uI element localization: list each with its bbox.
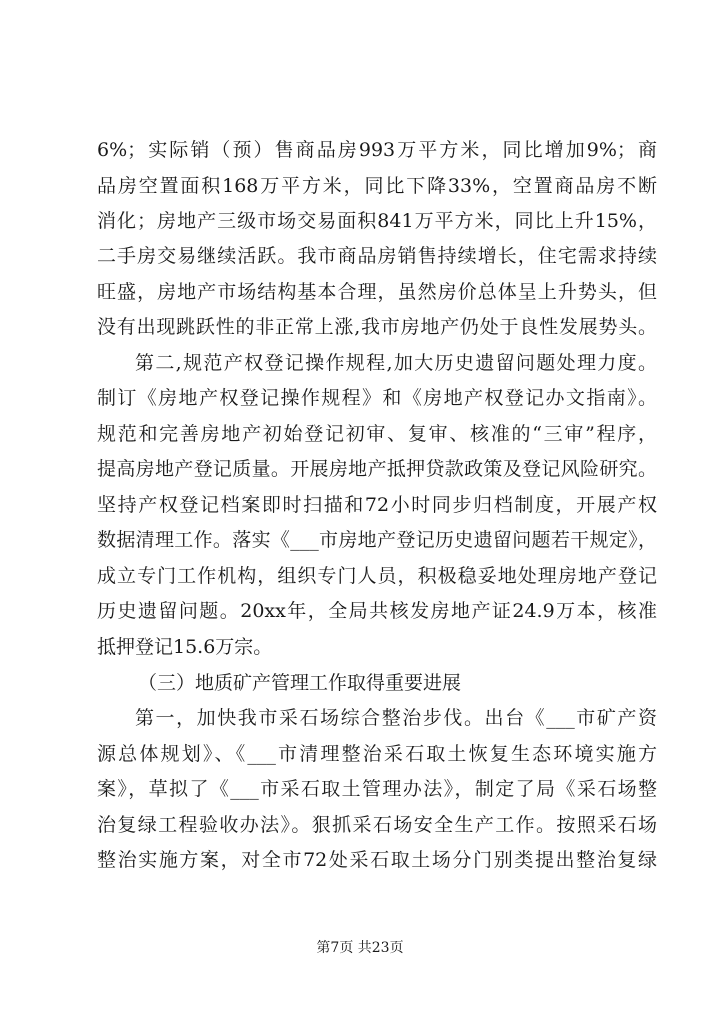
text-line: 历史遗留问题。20xx年，全局共核发房地产证24.9万本，核准 (97, 600, 657, 622)
text-line: 二手房交易继续活跃。我市商品房销售持续增长，住宅需求持续 (97, 245, 657, 267)
text-line: 案》，草拟了《___市采石取土管理办法》，制定了局《采石场整 (97, 778, 657, 800)
text-line: 治复绿工程验收办法》。狠抓采石场安全生产工作。按照采石场 (97, 814, 657, 836)
text-line: 整治实施方案，对全市72处采石取土场分门别类提出整治复绿 (97, 849, 657, 871)
section-heading: （三）地质矿产管理工作取得重要进展 (138, 672, 462, 694)
page-indicator: 第7页 共23页 (316, 940, 404, 956)
text-line: 制订《房地产权登记操作规程》和《房地产权登记办文指南》。 (97, 387, 657, 409)
text-line: 旺盛，房地产市场结构基本合理，虽然房价总体呈上升势头，但 (97, 281, 657, 303)
text-line: 消化；房地产三级市场交易面积841万平方米，同比上升15%， (97, 210, 657, 232)
text-line: 成立专门工作机构，组织专门人员，积极稳妥地处理房地产登记 (97, 565, 657, 587)
paragraph-start-line: 第一，加快我市采石场综合整治步伐。出台《___市矿产资 (135, 707, 657, 729)
text-line: 没有出现跳跃性的非正常上涨,我市房地产仍处于良性发展势头。 (97, 316, 657, 338)
text-line: 抵押登记15.6万宗。 (97, 636, 273, 658)
paragraph-start-line: 第二,规范产权登记操作规程,加大历史遗留问题处理力度。 (135, 352, 657, 374)
text-line: 6%；实际销（预）售商品房993万平方米，同比增加9%；商 (97, 139, 657, 161)
text-line: 规范和完善房地产初始登记初审、复审、核准的“三审”程序， (97, 423, 657, 445)
text-line: 源总体规划》、《___市清理整治采石取土恢复生态环境实施方 (97, 743, 657, 765)
text-line: 品房空置面积168万平方米，同比下降33%，空置商品房不断 (97, 175, 657, 197)
text-line: 坚持产权登记档案即时扫描和72小时同步归档制度，开展产权 (97, 494, 657, 516)
text-line: 提高房地产登记质量。开展房地产抵押贷款政策及登记风险研究。 (97, 458, 657, 480)
text-line: 数据清理工作。落实《___市房地产登记历史遗留问题若干规定》， (97, 529, 657, 551)
